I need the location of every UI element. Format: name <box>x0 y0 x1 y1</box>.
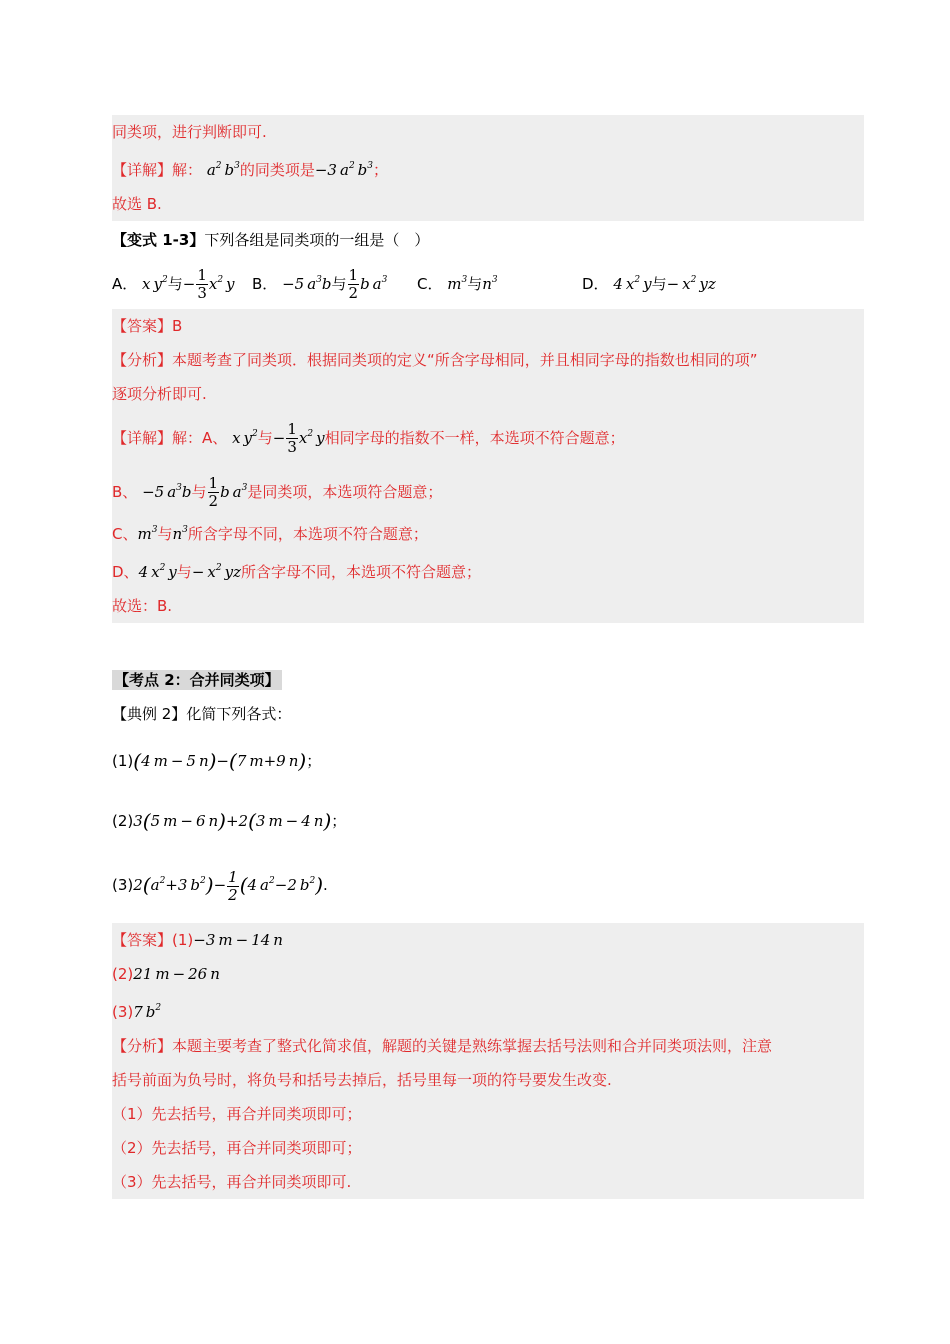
detail-b-suffix: 是同类项，本选项符合题意； <box>247 483 443 501</box>
detail-label: 【详解】 <box>112 429 173 447</box>
answer2-analysis-label: 【分析】 <box>112 1037 173 1055</box>
answer2-part-3-formula: 7 $b^2$ <box>133 1003 162 1021</box>
variant-question <box>112 223 864 257</box>
option-c-yu: 与 <box>467 275 483 293</box>
detail-d-suffix: 所含字母不同，本选项不符合题意； <box>240 563 481 581</box>
answer2-analysis-2: 括号前面为负号时，将负号和括号去掉后，括号里每一项的符号要发生改变. <box>112 1071 612 1089</box>
example-question <box>112 697 864 731</box>
answer2-part-2-label: (2) <box>112 965 134 983</box>
option-d-yu: 与 <box>651 275 667 293</box>
answer2-step-2: （2）先去括号，再合并同类项即可； <box>112 1139 362 1157</box>
example-part-1-formula: (4 m − 5 n)−(7 m+9 n) <box>133 749 307 773</box>
example-part-3-label: (3) <box>112 876 134 894</box>
answer2-part-2 <box>112 957 864 991</box>
answer2-part-3 <box>112 991 864 1029</box>
answer2-part-1-formula: −3 m − 14 n <box>193 931 283 949</box>
solution-text: 同类项，进行判断即可. <box>112 123 267 141</box>
example-part-2-formula: 3(5 m − 6 n)+2(3 m − 4 n) <box>133 809 332 833</box>
analysis-line-1 <box>112 343 864 377</box>
answer-label: 【答案】 <box>112 317 173 335</box>
example-part-3-fraction: $\frac{1}{2}$ <box>228 867 238 904</box>
detail-end: ； <box>373 161 389 179</box>
option-b-yu: 与 <box>331 275 347 293</box>
kaodian-label: 【考点 2：合并同类项】 <box>114 671 280 689</box>
option-b: B． −5 $a^3b$与 $\frac{1}{2}$ b $a^3$ <box>252 266 388 302</box>
detail-b-formula: −5 $a^3b$ <box>142 483 192 501</box>
answer2-part-1-label: (1) <box>172 931 194 949</box>
detail-b-fraction: $\frac{1}{2}$ <box>208 474 219 510</box>
solution-choose: 故选 B. <box>112 195 162 213</box>
detail-d-yu: 与 <box>176 563 192 581</box>
variant-stem: 下列各组是同类项的一组是（ ） <box>204 231 430 249</box>
option-d: D． 4 $x^2$ y与− $x^2$ yz <box>582 275 716 293</box>
answer2-step-3: （3）先去括号，再合并同类项即可. <box>112 1173 352 1191</box>
detail-b-yu: 与 <box>191 483 207 501</box>
detail-c-suffix: 所含字母不同，本选项不符合题意； <box>187 525 428 543</box>
answer-value: B <box>172 317 183 335</box>
answer-line <box>112 309 864 343</box>
detail-b-line: B、 −5 $a^3b$与 $\frac{1}{2}$ b $a^3$是同类项，本选项符合题意； <box>112 474 443 510</box>
detail-label: 【详解】 <box>112 161 173 179</box>
detail-a-fraction: $\frac{1}{3}$ <box>287 420 297 456</box>
answer-block-2 <box>112 923 864 1199</box>
detail-c-prefix: C、 <box>112 525 138 543</box>
solution-detail <box>112 149 864 187</box>
detail-mid: 的同类项是 <box>239 161 315 179</box>
detail-a-formula: x $y^2$ <box>232 429 258 447</box>
solution-block-1 <box>112 115 864 221</box>
option-c-formula: $m^3$ <box>447 275 468 293</box>
example-part-1: (1)(4 m − 5 n)−(7 m+9 n)； <box>112 749 322 773</box>
analysis-line-2: 逐项分析即可. <box>112 385 207 403</box>
analysis-label: 【分析】 <box>112 351 173 369</box>
example-label: 【典例 2】 <box>112 705 187 723</box>
example-part-1-label: (1) <box>112 752 134 770</box>
formula-a2b3: $a^2$ $b^3$ <box>206 161 240 179</box>
option-b-formula: −5 $a^3b$ <box>282 275 332 293</box>
option-a: A． x $y^2$与− $\frac{1}{3}$ $x^2$ y <box>112 266 235 302</box>
option-a-label: A． <box>112 275 138 293</box>
option-a-formula: x $y^2$ <box>142 275 168 293</box>
answer2-step-1: （1）先去括号，再合并同类项即可； <box>112 1105 362 1123</box>
fraction-one-third: $\frac{1}{3}$ <box>197 266 207 302</box>
answer2-analysis-text-1: 本题主要考查了整式化简求值，解题的关键是熟练掌握去括号法则和合并同类项法则，注意 <box>172 1037 773 1055</box>
detail-d-line: D、4 $x^2$ y与− $x^2$ yz所含字母不同，本选项不符合题意； <box>112 563 481 581</box>
example-part-3: $(3)2(a^2+3$ $b^2)-$ $\frac{1}{2}$ (4 $a^2-2$ $b^2$). <box>112 867 328 904</box>
detail-c-line: C、$m^3$与$n^3$所含字母不同，本选项不符合题意； <box>112 525 428 543</box>
answer2-part-2-formula: 21 m − 26 n <box>133 965 220 983</box>
answer-block-1 <box>112 309 864 623</box>
variant-options <box>112 257 864 303</box>
detail-jie: 解： <box>172 161 203 179</box>
example-part-2: (2)3(5 m − 6 n)+2(3 m − 4 n)； <box>112 809 347 833</box>
option-d-label: D． <box>582 275 609 293</box>
detail-a-prefix: 解：A、 <box>172 429 228 447</box>
answer2-analysis-1 <box>112 1029 864 1063</box>
formula-neg3a2b3: −3 $a^2$ $b^3$ <box>314 161 374 179</box>
detail-c-yu: 与 <box>157 525 173 543</box>
answer2-label: 【答案】 <box>112 931 173 949</box>
detail-a-line: 【详解】解：A、 x $y^2$与− $\frac{1}{3}$ $x^2$ y相同字母的指数不一样，本选项不符合题意； <box>112 420 625 456</box>
answer2-part-1 <box>112 923 864 957</box>
example-part-3-formula: $2(a^2+3$ $b^2)-$ $\frac{1}{2}$ (4 $a^2-2$ $b^2$) <box>133 867 324 904</box>
detail-b-prefix: B、 <box>112 483 138 501</box>
example-part-2-label: (2) <box>112 812 134 830</box>
option-d-formula: 4 $x^2$ y <box>613 275 652 293</box>
answer1-choose: 故选：B. <box>112 597 173 615</box>
analysis-text-1: 本题考查了同类项．根据同类项的定义“所含字母相同，并且相同字母的指数也相同的项” <box>172 351 758 369</box>
option-c-label: C． <box>417 275 443 293</box>
answer2-part-3-label: (3) <box>112 1003 134 1021</box>
variant-label: 【变式 1-3】 <box>112 231 205 249</box>
option-c: C． $m^3$与$n^3$ <box>417 275 498 293</box>
option-a-yu: 与 <box>167 275 183 293</box>
kaodian-heading <box>112 663 864 697</box>
detail-a-yu: 与 <box>257 429 273 447</box>
detail-d-prefix: D、 <box>112 563 139 581</box>
option-b-label: B． <box>252 275 278 293</box>
detail-a-suffix: 相同字母的指数不一样，本选项不符合题意； <box>324 429 625 447</box>
document-page <box>112 115 864 1199</box>
fraction-one-half: $\frac{1}{2}$ <box>348 266 359 302</box>
example-stem: 化简下列各式： <box>186 705 292 723</box>
